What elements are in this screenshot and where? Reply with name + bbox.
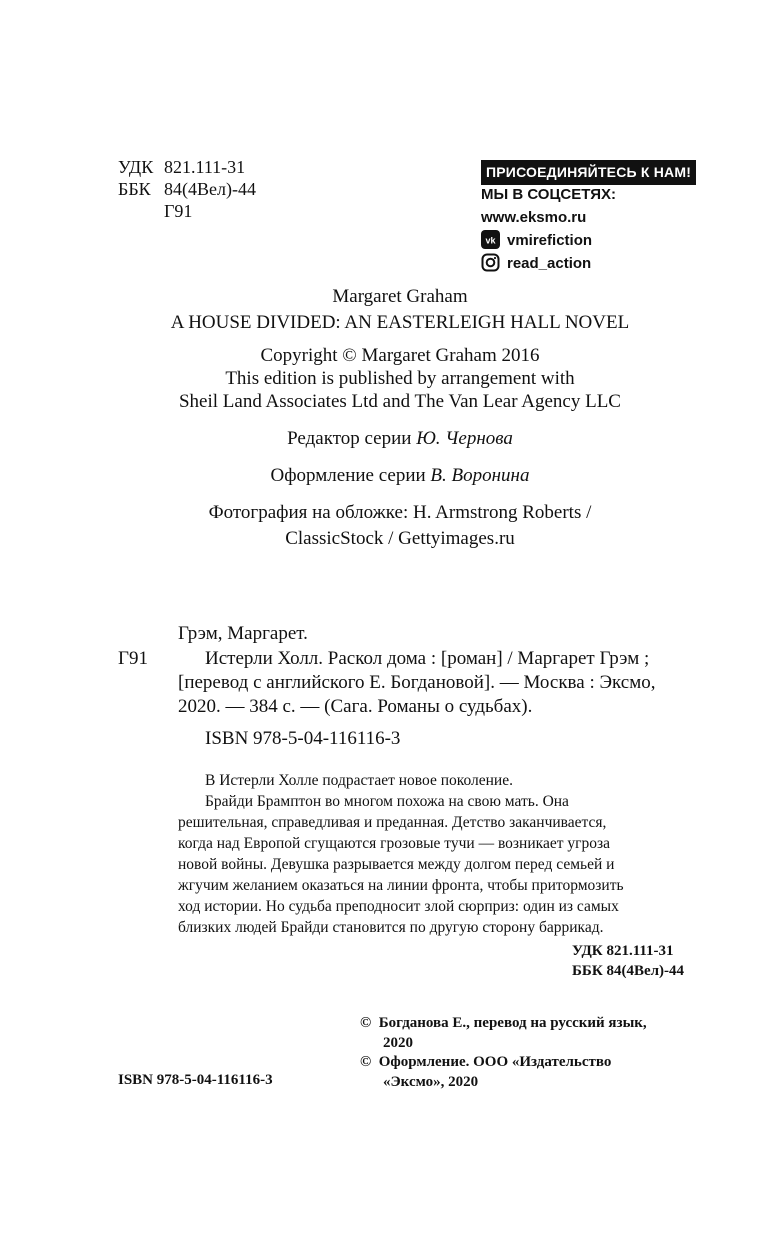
website-link[interactable]: www.eksmo.ru xyxy=(481,209,587,226)
annotation-text-line: ход истории. Но судьба преподносит злой сюрприз: один из самых xyxy=(178,898,619,915)
instagram-handle: read_action xyxy=(507,255,592,272)
join-banner: ПРИСОЕДИНЯЙТЕСЬ К НАМ! xyxy=(481,160,696,185)
series-editor-label: Редактор серии xyxy=(287,428,417,449)
footer-bbk: ББК 84(4Вел)-44 xyxy=(572,963,685,979)
design-copyright xyxy=(360,1052,611,1092)
social-block xyxy=(481,160,696,275)
arrangement-line-1: This edition is published by arrangement with xyxy=(225,368,575,389)
footer-isbn: ISBN 978-5-04-116116-3 xyxy=(118,1072,273,1088)
author-name: Margaret Graham xyxy=(332,286,468,307)
cover-photo-credit xyxy=(0,500,768,552)
author-mark-row xyxy=(118,200,256,222)
series-design-name: В. Воронина xyxy=(430,465,530,486)
udk-row xyxy=(118,156,256,178)
bbk-value: 84(4Вел)-44 xyxy=(164,179,256,199)
vk-row[interactable] xyxy=(481,229,696,252)
original-title: A HOUSE DIVIDED: AN EASTERLEIGH HALL NOVEL xyxy=(170,312,630,333)
social-heading: МЫ В СОЦСЕТЯХ: xyxy=(481,186,617,203)
catalog-heading: Грэм, Маргарет. xyxy=(178,623,308,644)
instagram-row[interactable] xyxy=(481,252,696,275)
series-design xyxy=(0,464,768,488)
annotation-text-line: близких людей Брайди становится по другую сторону баррикад. xyxy=(178,919,604,936)
author-mark: Г91 xyxy=(164,201,193,221)
annotation-paragraph xyxy=(178,791,683,938)
bbk-row xyxy=(118,178,256,200)
annotation-text-line: Брайди Брамптон во многом похожа на свою мать. Она xyxy=(205,793,569,810)
photo-credit-line-1: Фотография на обложке: H. Armstrong Roberts / xyxy=(208,502,592,523)
translation-copyright xyxy=(360,1013,647,1053)
annotation-line-1: В Истерли Холле подрастает новое поколение. xyxy=(205,772,513,789)
classification-block xyxy=(118,156,256,222)
vk-icon xyxy=(481,230,500,249)
photo-credit-line-2: ClassicStock / Gettyimages.ru xyxy=(285,528,515,549)
copyright-icon: © xyxy=(360,1054,372,1070)
annotation-text-line: жгучим желанием оказаться на линии фронта, чтобы притормозить xyxy=(178,877,624,894)
udk-label: УДК xyxy=(118,157,154,177)
bbk-label: ББК xyxy=(118,179,151,199)
annotation-text-line: новой войны. Девушка разрывается между долгом перед семьей и xyxy=(178,856,615,873)
udk-value: 821.111-31 xyxy=(164,157,246,177)
footer-udk: УДК 821.111-31 xyxy=(572,943,674,959)
series-editor xyxy=(0,427,768,451)
arrangement-line-2: Sheil Land Associates Ltd and The Van Lear Agency LLC xyxy=(178,391,621,412)
instagram-icon xyxy=(481,253,500,272)
copyright-icon: © xyxy=(360,1015,372,1031)
copyright-block xyxy=(0,344,768,413)
catalog-entry-line-1: Истерли Холл. Раскол дома : [роман] / Маргарет Грэм ; xyxy=(205,648,650,669)
annotation-text-line: решительная, справедливая и преданная. Детство заканчивается, xyxy=(178,814,607,831)
design-line-2: «Эксмо», 2020 xyxy=(383,1074,479,1090)
annotation-text-line: когда над Европой сгущаются грозовые тучи — возникает угроза xyxy=(178,835,610,852)
catalog-entry-line-3: 2020. — 384 с. — (Сага. Романы о судьбах). xyxy=(178,696,533,717)
catalog-isbn: ISBN 978-5-04-116116-3 xyxy=(205,728,401,749)
catalog-entry-line-2: [перевод с английского Е. Богдановой]. — Москва : Эксмо, xyxy=(178,672,656,693)
design-line-1: Оформление. ООО «Издательство xyxy=(378,1054,612,1070)
vk-handle: vmirefiction xyxy=(507,232,593,249)
translation-line-1: Богданова Е., перевод на русский язык, xyxy=(378,1015,647,1031)
translation-line-2: 2020 xyxy=(383,1035,413,1051)
series-editor-name: Ю. Чернова xyxy=(416,428,513,449)
copyright-line: Copyright © Margaret Graham 2016 xyxy=(260,345,540,366)
original-credits xyxy=(0,284,768,336)
series-design-label: Оформление серии xyxy=(270,465,431,486)
svg-text:vk: vk xyxy=(485,235,496,246)
catalog-mark: Г91 xyxy=(118,648,148,669)
